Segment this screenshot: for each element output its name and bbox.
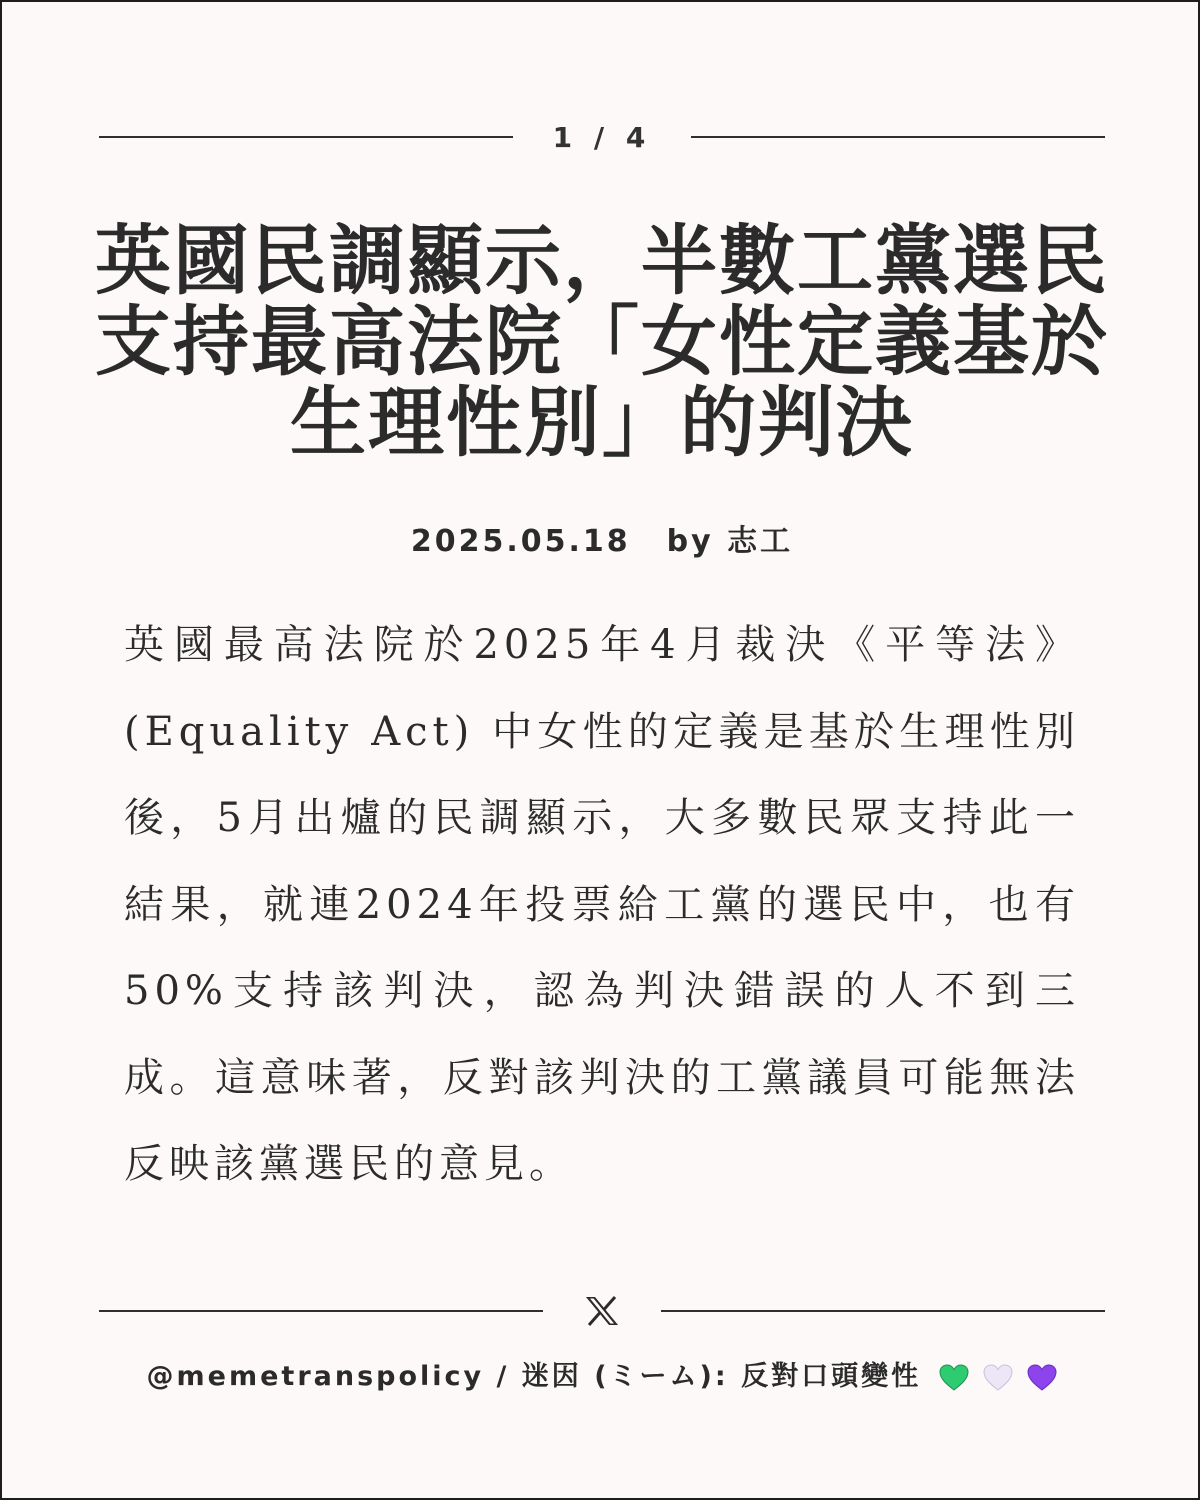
footer-handle: @memetranspolicy / 迷因 (ミーム): 反對口頭變性 <box>146 1361 922 1392</box>
post-title: 英國民調顯示，半數工黨選民支持最高法院「女性定義基於生理性別」的判決 <box>95 216 1109 467</box>
divider-right <box>691 136 1105 138</box>
post-body: 英國最高法院於2025年4月裁決《平等法》(Equality Act) 中女性的定義是基於生理性別後，5月出爐的民調顯示，大多數民眾支持此一結果，就連2024年投票給工黨的選民中，也有50%支持該判決，認為判決錯誤的人不到三成。這意味著，反對該判決的工黨議員可能無法反映該黨選民的意見。 <box>124 622 1080 1187</box>
white-heart-icon <box>983 1364 1013 1392</box>
footer <box>2 1354 1200 1393</box>
byline <box>2 516 1200 560</box>
page-indicator-row <box>99 112 1105 162</box>
heart-emoji-group <box>939 1364 1057 1392</box>
post-author: by 志工 <box>666 524 794 559</box>
x-logo-icon <box>543 1296 661 1326</box>
divider-right <box>661 1310 1105 1312</box>
purple-heart-icon <box>1027 1364 1057 1392</box>
post-date: 2025.05.18 <box>410 524 631 559</box>
footer-divider-row <box>99 1288 1105 1334</box>
divider-left <box>99 1310 543 1312</box>
green-heart-icon <box>939 1364 969 1392</box>
page-indicator: 1 / 4 <box>552 120 652 154</box>
divider-left <box>99 136 513 138</box>
